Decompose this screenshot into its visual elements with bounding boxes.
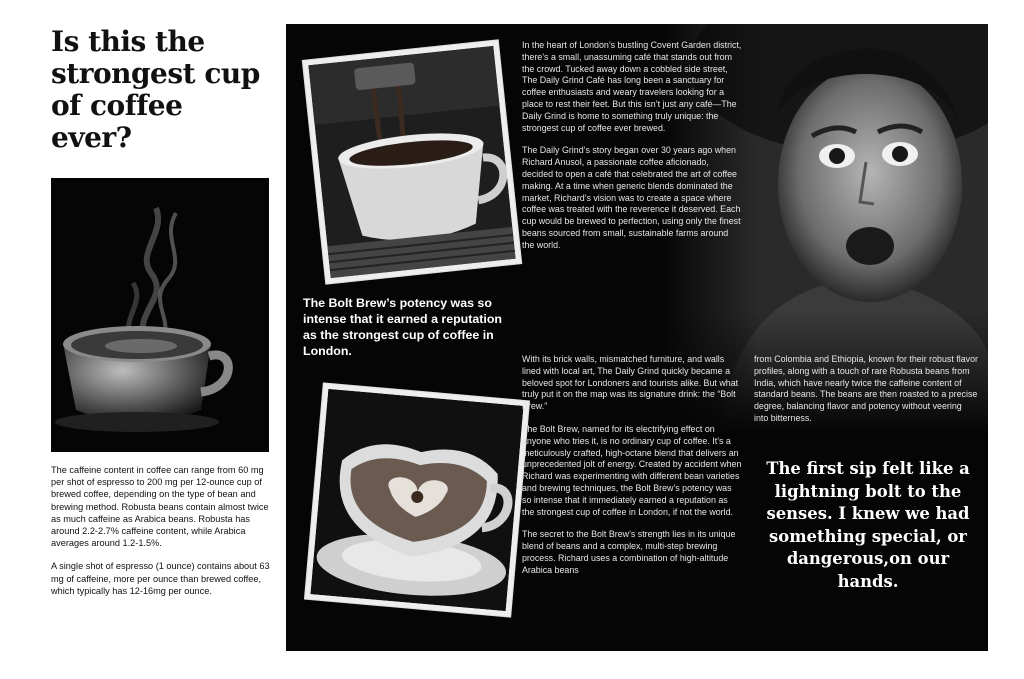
article-paragraph: from Colombia and Ethiopia, known for their robust flavor profiles, along with a touch of rare Robusta beans from India, which have nearly twice the caffeine content of standard beans. The beans are then roasted to a precise degree, balancing flavor and potency without veering into bitterness. bbox=[754, 354, 978, 423]
article-paragraph: With its brick walls, mismatched furniture, and walls lined with local art, The Daily Grind quickly became a beloved spot for Londoners and tourists alike. But what truly put it on the map was its signature drink: the “Bolt Brew.” bbox=[522, 354, 739, 412]
dark-article-panel bbox=[286, 24, 988, 651]
sidebar-text bbox=[51, 464, 273, 608]
article-column-bottom-left bbox=[522, 354, 742, 588]
espresso-pour-photo bbox=[303, 40, 521, 283]
article-paragraph: The Daily Grind’s story began over 30 years ago when Richard Anusol, a passionate coffee aficionado, decided to open a café that celebrated the art of coffee making. At a time when generic blends dominated the market, Richard’s vision was to create a space where coffee was treated with the reverence it deserved. Each cup would be brewed to perfection, using only the finest beans sourced from small, sustainable farms around the world. bbox=[522, 145, 741, 250]
pull-quote: The Bolt Brew’s potency was so intense that it earned a reputation as the strongest cup of coffee in London. bbox=[303, 296, 502, 358]
big-quote: The first sip felt like a lightning bolt to the senses. I knew we had something special, or dangerous,on our hands. bbox=[766, 459, 970, 591]
article-paragraph: The secret to the Bolt Brew’s strength lies in its unique blend of beans and a complex, multi-step brewing process. Richard uses a combination of high-altitude Arabica beans bbox=[522, 529, 736, 575]
steaming-cup-photo bbox=[51, 178, 269, 452]
sidebar-paragraph: A single shot of espresso (1 ounce) contains about 63 mg of caffeine, more per ounce than brewed coffee, which typically has 12-16mg per ounce. bbox=[51, 561, 270, 596]
article-paragraph: In the heart of London’s bustling Covent Garden district, there’s a small, unassuming café that stands out from the crowd. Tucked away down a cobbled side street, The Daily Grind Café has long been a sanctuary for coffee enthusiasts and weary travelers looking for a place to rest their feet. But this isn’t just any café—The Daily Grind is home to something truly unique: the strongest cup of coffee ever brewed. bbox=[522, 40, 742, 133]
latte-art-cup-photo bbox=[305, 383, 529, 616]
headline: Is this the strongest cup of coffee ever? bbox=[51, 25, 260, 154]
article-paragraph: The Bolt Brew, named for its electrifying effect on anyone who tries it, is no ordinary cup of coffee. It’s a meticulously crafted, high-octane blend that delivers an unprecedented jolt of energy. Created by accident when Richard was experimenting with different bean varieties and brewing techniques, the Bolt Brew’s potency was so intense that it immediately earned a reputation as the strongest cup of coffee in London, if not the world. bbox=[522, 423, 742, 517]
sidebar-paragraph: The caffeine content in coffee can range from 60 mg per shot of espresso to 200 mg per 12-ounce cup of brewed coffee, depending on the type of bean and brewing method. Robusta beans contain almost twice as much caffeine as Arabica beans. Robusta has around 2.2-2.7% caffeine content, while Arabica averages around 1.2-1.5%. bbox=[51, 465, 269, 549]
article-column-bottom-right bbox=[754, 354, 978, 436]
article-column-top bbox=[522, 40, 742, 263]
